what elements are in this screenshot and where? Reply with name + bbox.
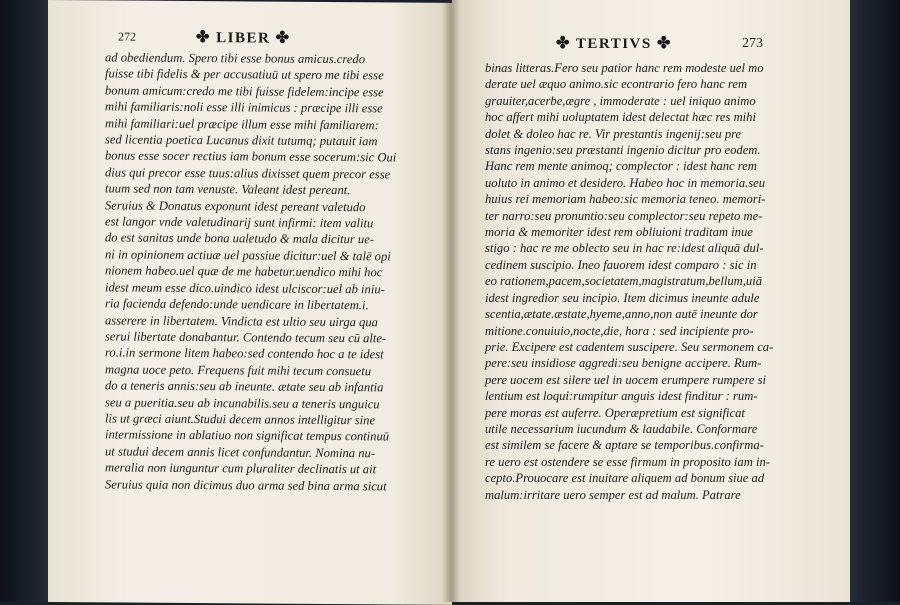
- text-line: huius rei memoriam habeo:sic memoria teneo. memori-: [485, 192, 766, 207]
- text-line: moria & memoriter idest rem obliuioni traditam inue: [485, 225, 753, 240]
- text-line: idest ingredior seu incipio. Item dicimus ineunte adule: [485, 290, 760, 305]
- text-line: sed licentia poetica Lucanus dixit tutumq; putauit iam: [105, 132, 378, 149]
- right-page: [452, 0, 850, 602]
- text-line: est langor vnde valetudinarij sunt infirmi: item valitu: [105, 214, 374, 231]
- text-line: bonus esse socer rectius iam bonum esse socerum:sic Oui: [105, 148, 397, 165]
- text-line: idest meum esse dico.uindico idest ulciscor:uel ab iniu-: [105, 280, 385, 297]
- fleuron-icon: ✤: [656, 35, 672, 52]
- text-line: eo rationem,pacem,societatem,magistratum,bellum,uiā: [485, 274, 763, 289]
- text-line: ria facienda defendo:unde uendicare in libertatem.i.: [105, 296, 369, 313]
- text-line: dius qui precor esse tuus:alius dixisset quem precor esse: [105, 165, 391, 182]
- running-head-text: TERTIVS: [575, 36, 652, 52]
- text-line: stigo : hac re me oblecto seu in hac re:idest aliquā dul-: [485, 241, 764, 256]
- text-line: seu a pueritia.seu ab incunabilis.seu a teneris unguicu: [105, 394, 380, 411]
- left-running-head: [196, 27, 291, 48]
- text-line: mihi familiaris:noli esse illi inimicus : præcipe illi esse: [105, 99, 383, 116]
- text-line: mihi familiari:uel præcipe illum esse mihi familiarem:: [105, 116, 379, 132]
- text-line: nionem habeo.uel quæ de me habetur.uendico mihi hoc: [105, 263, 383, 280]
- text-line: prie. Excipere est cadentem suscipere. Seu sermonem ca-: [485, 339, 774, 354]
- text-line: binas litteras.Fero seu patior hanc rem modeste uel mo: [485, 61, 764, 75]
- text-line: grauiter,acerbe,ægre , immoderate : uel iniquo animo: [485, 93, 756, 108]
- text-line: lis ut græci aiunt.Studui decem annos intelligitur sine: [105, 411, 376, 428]
- fleuron-icon: ✤: [556, 35, 571, 52]
- text-line: Seruius & Donatus exponunt idest pereant valetudo: [105, 198, 366, 214]
- text-line: ter narro:seu pronuntio:seu complector:seu repeto me-: [485, 208, 763, 223]
- text-line: stans ingenio:seu præstanti ingenio dicitur pro eodem.: [485, 143, 761, 158]
- text-line: re uero est ostendere se esse firmum in proposito iam in-: [485, 454, 770, 469]
- text-line: Seruius quia non dicimus duo arma sed bina arma sicut: [105, 476, 387, 493]
- left-page: [48, 0, 452, 605]
- text-line: uoluto in animo et desidero. Habeo hoc in memoria.seu: [485, 175, 766, 190]
- right-folio: 273: [742, 36, 763, 51]
- text-line: est similem se facere & aptare se temporibus.confirma-: [485, 438, 764, 453]
- right-text-block: [485, 60, 773, 503]
- text-line: do est sanitas unde bona ualetudo & mala dicitur ue-: [105, 230, 374, 247]
- right-running-head: [556, 33, 672, 53]
- fleuron-icon: ✤: [196, 29, 211, 47]
- text-line: asserere in libertatem. Vindicta est ultio seu uirga qua: [105, 312, 378, 329]
- text-line: meralia non iunguntur cum pluraliter declinatis ut ait: [105, 460, 377, 477]
- text-line: ut studui decem annis licet confundantur. Nomina nu-: [105, 444, 376, 461]
- text-line: derate uel æquo animo.sic econtrario fero hanc rem: [485, 77, 748, 92]
- text-line: fuisse tibi fidelis & per accusatiuū ut spero me tibi esse: [105, 66, 384, 83]
- fleuron-icon: ✤: [275, 29, 291, 47]
- left-folio: 272: [118, 29, 136, 44]
- text-line: cepto.Prouocare est inuitare aliquem ad bonum siue ad: [485, 471, 765, 486]
- book-cover-right: [848, 0, 900, 602]
- text-line: serui libertate donabantur. Contendo tecum seu cū alte-: [105, 329, 387, 346]
- text-line: mitione.conuiuio,nocte,die, hora : sed incipiente pro-: [485, 323, 754, 338]
- text-line: pere:seu insidiose aggredi:seu benigne accipere. Rum-: [485, 356, 762, 371]
- text-line: ro.i.in sermone litem habeo:sed contendo hoc a te idest: [105, 345, 384, 362]
- text-line: malum:irritare uero semper est ad malum. Patrare: [485, 487, 741, 502]
- text-line: scentia,ætate.æstate,hyeme,anno,non autē ineunte dor: [485, 307, 758, 322]
- text-line: ni in opinionem actiuæ uel passiue dicitur:uel & talē opi: [105, 247, 391, 264]
- text-line: utile necessarium iucundum & laudabile. Conformare: [485, 421, 758, 436]
- text-line: pere uocem est silere uel in uocem erumpere rumpere si: [485, 372, 767, 387]
- left-text-block: [105, 49, 396, 494]
- book-gutter: [442, 0, 460, 602]
- text-line: intermissione in ablatiuo non significat tempus continuū: [105, 427, 390, 444]
- text-line: ad obediendum. Spero tibi esse bonus amicus.credo: [105, 50, 365, 67]
- text-line: do a teneris annis:seu ab ineunte. ætate seu ab infantia: [105, 378, 384, 395]
- text-line: bonum amicum:credo me tibi fuisse fidelem:incipe esse: [105, 83, 384, 100]
- text-line: dolet & doleo hac re. Vir prestantis ingenij:seu pre: [485, 126, 742, 141]
- text-line: pere moras est auferre. Operæpretium est significat: [485, 405, 745, 420]
- running-head-text: LIBER: [216, 30, 271, 47]
- text-line: Hanc rem mente animoq; complector : idest hanc rem: [485, 159, 757, 174]
- text-line: magna uoce peto. Frequens fuit mihi tecum consuetu: [105, 362, 372, 378]
- text-line: cedinem suscipio. Ineo fauorem idest comparo : sic in: [485, 257, 757, 272]
- text-line: tuum sed non tam venuste. Valeant idest pereant.: [105, 181, 351, 198]
- text-line: lentium est loqui:rumpitur anguis idest finditur : rum-: [485, 389, 758, 404]
- text-line: hoc affert mihi uoluptatem idest delectat hæc res mihi: [485, 110, 756, 125]
